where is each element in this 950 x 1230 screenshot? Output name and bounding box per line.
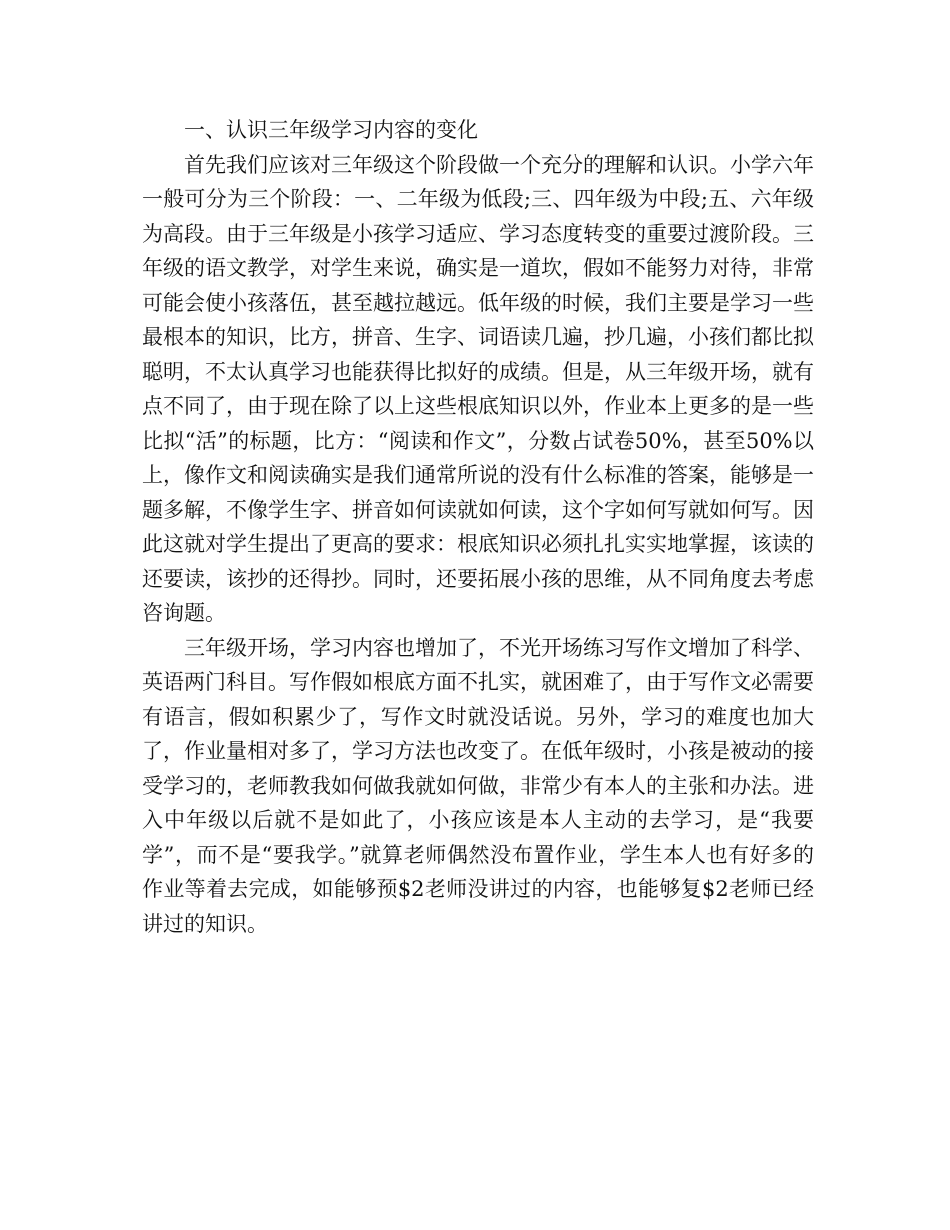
document-body bbox=[142, 113, 814, 941]
paragraph-2: 三年级开场，学习内容也增加了，不光开场练习写作文增加了科学、英语两门科目。写作假如根底方面不扎实，就困难了，由于写作文必需要有语言，假如积累少了，写作文时就没话说。另外，学习的难度也加大了，作业量相对多了，学习方法也改变了。在低年级时，小孩是被动的接受学习的，老师教我如何做我就如何做，非常少有本人的主张和办法。进入中年级以后就不是如此了，小孩应该是本人主动的去学习，是“我要学”，而不是“要我学。”就算老师偶然没布置作业，学生本人也有好多的作业等着去完成，如能够预$2老师没讲过的内容，也能够复$2老师已经讲过的知识。 bbox=[142, 635, 814, 936]
section-heading: 一、认识三年级学习内容的变化 bbox=[184, 118, 478, 142]
paragraph-1: 首先我们应该对三年级这个阶段做一个充分的理解和认识。小学六年一般可分为三个阶段：一、二年级为低段;三、四年级为中段;五、六年级为高段。由于三年级是小孩学习适应、学习态度转变的重要过渡阶段。三年级的语文教学，对学生来说，确实是一道坎，假如不能努力对待，非常可能会使小孩落伍，甚至越拉越远。低年级的时候，我们主要是学习一些最根本的知识，比方，拼音、生字、词语读几遍，抄几遍，小孩们都比拟聪明，不太认真学习也能获得比拟好的成绩。但是，从三年级开场，就有点不同了，由于现在除了以上这些根底知识以外，作业本上更多的是一些比拟“活”的标题，比方：“阅读和作文”，分数占试卷50%，甚至50%以上，像作文和阅读确实是我们通常所说的没有什么标准的答案，能够是一题多解，不像学生字、拼音如何读就如何读，这个字如何写就如何写。因此这就对学生提出了更高的要求：根底知识必须扎扎实实地掌握，该读的还要读，该抄的还得抄。同时，还要拓展小孩的思维，从不同角度去考虑咨询题。 bbox=[142, 152, 814, 625]
